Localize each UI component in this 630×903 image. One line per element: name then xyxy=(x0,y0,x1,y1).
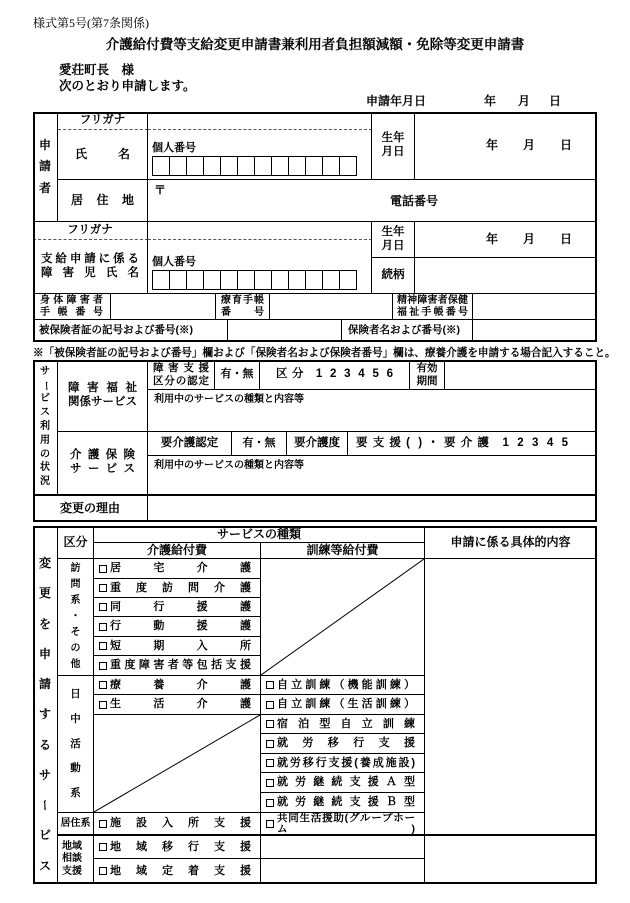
care-cert-label: 要介護認定 xyxy=(148,432,232,456)
service-row-chiiki-teichaku[interactable]: 地域定着支援 xyxy=(94,859,261,884)
digit-box[interactable] xyxy=(271,156,289,176)
digit-box[interactable] xyxy=(254,270,272,290)
child-name-label: 支給申請に係る 障害児氏名 xyxy=(33,240,148,294)
postal-mark: 〒 xyxy=(154,183,167,197)
checkbox-icon[interactable] xyxy=(99,623,107,631)
applicant-address-label: 居住地 xyxy=(58,180,148,222)
digit-box[interactable] xyxy=(220,156,238,176)
applicant-furigana-input[interactable] xyxy=(148,112,372,130)
phone-label: 電話番号 xyxy=(390,194,439,208)
applicant-birthdate-input[interactable] xyxy=(415,112,597,180)
applicant-furigana-label: フリガナ xyxy=(58,112,148,130)
relation-label: 続柄 xyxy=(372,258,415,294)
support-category-cert-label: 障害支援 区分の認定 xyxy=(148,360,215,390)
digit-box[interactable] xyxy=(339,270,357,290)
checkbox-icon[interactable] xyxy=(99,584,107,592)
detail-header: 申請に係る具体的内容 xyxy=(425,526,597,559)
checkbox-icon[interactable] xyxy=(99,843,107,851)
digit-box[interactable] xyxy=(152,156,170,176)
physical-handbook-input[interactable] xyxy=(111,294,216,320)
digit-box[interactable] xyxy=(322,156,340,176)
month-unit: 月 xyxy=(522,138,535,153)
care-benefit-header: 介護給付費 xyxy=(94,543,261,559)
insured-card-input[interactable] xyxy=(228,320,342,342)
physical-handbook-label: 身体障害者 手帳番号 xyxy=(33,294,111,320)
month-unit: 月 xyxy=(518,94,531,108)
digit-box[interactable] xyxy=(169,270,187,290)
child-birthdate-input[interactable] xyxy=(415,222,597,258)
support-cert-yes-no[interactable]: 有・無 xyxy=(215,360,260,390)
checkbox-icon[interactable] xyxy=(99,701,107,709)
year-unit: 年 xyxy=(484,94,497,108)
digit-box[interactable] xyxy=(237,156,255,176)
daytime-category-label: 日 中 活 動 系 xyxy=(58,676,94,813)
service-row-shisetsu-nyusho[interactable]: 施設入所支援 xyxy=(94,813,261,834)
service-row-seikatsu-kaigo[interactable]: 生活介護 xyxy=(94,695,261,715)
change-reason-label: 変更の理由 xyxy=(33,494,148,522)
addressee: 愛荘町長 様 xyxy=(59,63,135,77)
care-level-scale[interactable]: 要支援( )・要介護 1 2 3 4 5 xyxy=(348,432,597,456)
visiting-category-label: 訪 問 系 ・ そ の 他 xyxy=(58,559,94,676)
digit-box[interactable] xyxy=(203,270,221,290)
training-blank-cell[interactable] xyxy=(261,834,425,859)
service-row-jiritsu-seikatsu[interactable]: 自立訓練（生活訓練） xyxy=(261,695,425,715)
diagonal-line xyxy=(261,559,424,675)
month-unit: 月 xyxy=(522,232,535,247)
checkbox-icon[interactable] xyxy=(99,565,107,573)
day-unit: 日 xyxy=(559,232,572,247)
change-reason-input[interactable] xyxy=(148,494,597,522)
training-benefit-na-cell xyxy=(261,559,425,676)
care-insurance-label: 介護保険 サービス xyxy=(58,432,148,494)
checkbox-icon[interactable] xyxy=(99,662,107,670)
child-name-input[interactable] xyxy=(148,240,372,294)
services-change-table xyxy=(33,526,597,884)
child-furigana-input[interactable] xyxy=(148,222,372,240)
applicant-address-input[interactable] xyxy=(148,180,597,222)
digit-box[interactable] xyxy=(288,156,306,176)
training-blank-cell[interactable] xyxy=(261,859,425,884)
applicant-birthdate-label: 生年 月日 xyxy=(372,112,415,180)
relation-input[interactable] xyxy=(415,258,597,294)
service-row-shuro-iko-yosei[interactable]: 就労移行支援(養成施設) xyxy=(261,754,425,773)
service-row-kodo-engo[interactable]: 行動援護 xyxy=(94,617,261,637)
services-section-label: 変 更 を 申 請 す る サ ー ビ ス xyxy=(33,526,58,884)
application-date-label: 申請年月日 xyxy=(366,94,427,108)
year-unit: 年 xyxy=(485,232,498,247)
intro-text: 次のとおり申請します。 xyxy=(59,79,196,93)
service-row-hokatsu-shien[interactable]: 重度障害者等包括支援 xyxy=(94,656,261,676)
checkbox-icon[interactable] xyxy=(266,779,274,787)
validity-period-label: 有効 期間 xyxy=(410,360,445,390)
mental-handbook-label: 精神障害者保健 福祉手帳番号 xyxy=(393,294,473,320)
checkbox-icon[interactable] xyxy=(266,820,274,828)
form-number: 様式第5号(第7条関係) xyxy=(33,16,149,30)
digit-box[interactable] xyxy=(288,270,306,290)
personal-number-boxes[interactable] xyxy=(152,156,367,176)
personal-number-label: 個人番号 xyxy=(152,141,196,154)
digit-box[interactable] xyxy=(305,156,323,176)
residential-category-label: 居住系 xyxy=(58,813,94,834)
checkbox-icon[interactable] xyxy=(266,701,274,709)
service-row-doko-engo[interactable]: 同行援護 xyxy=(94,598,261,617)
care-cert-yes-no[interactable]: 有・無 xyxy=(232,432,287,456)
care-services-in-use[interactable]: 利用中のサービスの種類と内容等 xyxy=(148,456,597,494)
service-row-tanki-nyusho[interactable]: 短期入所 xyxy=(94,637,261,656)
service-status-section-label: サ ー ビ ス 利 用 の 状 況 xyxy=(33,360,58,494)
insurer-label: 保険者名および番号(※) xyxy=(342,320,473,342)
service-status-table xyxy=(33,360,597,522)
service-row-shuro-iko[interactable]: 就労移行支援 xyxy=(261,734,425,754)
checkbox-icon[interactable] xyxy=(99,642,107,650)
application-date-row xyxy=(0,92,630,108)
applicant-info-table xyxy=(33,112,597,342)
diagonal-line xyxy=(94,715,260,812)
digit-box[interactable] xyxy=(237,270,255,290)
checkbox-icon[interactable] xyxy=(266,740,274,748)
validity-period-input[interactable] xyxy=(445,360,597,390)
care-benefit-na-cell xyxy=(94,715,261,813)
applicant-name-input[interactable] xyxy=(148,130,372,180)
service-row-shuro-keizoku-a[interactable]: 就労継続支援Ａ型 xyxy=(261,773,425,793)
service-row-shuro-keizoku-b[interactable]: 就労継続支援Ｂ型 xyxy=(261,793,425,813)
digit-box[interactable] xyxy=(186,270,204,290)
detail-input-main[interactable] xyxy=(425,559,597,834)
digit-box[interactable] xyxy=(254,156,272,176)
applicant-section-label: 申 請 者 xyxy=(33,112,58,222)
service-row-chiiki-iko[interactable]: 地域移行支援 xyxy=(94,834,261,859)
checkbox-icon[interactable] xyxy=(266,681,274,689)
training-benefit-header: 訓練等給付費 xyxy=(261,543,425,559)
form-title: 介護給付費等支給変更申請書兼利用者負担額減額・免除等変更申請書 xyxy=(105,37,525,52)
detail-input-community[interactable] xyxy=(425,834,597,884)
digit-box[interactable] xyxy=(169,156,187,176)
digit-box[interactable] xyxy=(271,270,289,290)
child-furigana-label: フリガナ xyxy=(33,222,148,240)
support-category-scale[interactable]: 区分 1 2 3 4 5 6 xyxy=(260,360,410,390)
insurer-input[interactable] xyxy=(473,320,597,342)
checkbox-icon[interactable] xyxy=(99,867,107,875)
disability-services-in-use[interactable]: 利用中のサービスの種類と内容等 xyxy=(148,390,597,432)
checkbox-icon[interactable] xyxy=(99,603,107,611)
service-row-shukuhaku-jiritsu[interactable]: 宿泊型自立訓練 xyxy=(261,715,425,734)
day-unit: 日 xyxy=(559,138,572,153)
personal-number-boxes[interactable] xyxy=(152,270,367,290)
checkbox-icon[interactable] xyxy=(266,799,274,807)
insured-card-label: 被保険者証の記号および番号(※) xyxy=(33,320,228,342)
checkbox-icon[interactable] xyxy=(266,759,274,767)
service-row-ryoyo-kaigo[interactable]: 療養介護 xyxy=(94,676,261,695)
service-row-judo-homon-kaigo[interactable]: 重度訪問介護 xyxy=(94,579,261,598)
year-unit: 年 xyxy=(485,138,498,153)
digit-box[interactable] xyxy=(203,156,221,176)
asterisk-note: ※「被保険者証の記号および番号」欄および「保険者名および保険者番号」欄は、療養介護を申請する場合記入すること。 xyxy=(33,347,616,359)
child-birthdate-label: 生年 月日 xyxy=(372,222,415,258)
personal-number-label: 個人番号 xyxy=(152,255,196,268)
day-unit: 日 xyxy=(549,94,562,108)
applicant-name-label: 氏名 xyxy=(58,130,148,180)
disability-service-label: 障害福祉 関係サービス xyxy=(58,360,148,432)
category-header: 区分 xyxy=(58,526,94,559)
service-type-header: サービスの種類 xyxy=(94,526,425,543)
checkbox-icon[interactable] xyxy=(266,720,274,728)
digit-box[interactable] xyxy=(220,270,238,290)
service-row-kyodo-seikatsu[interactable]: 共同生活援助(グループホーム) xyxy=(261,813,425,834)
digit-box[interactable] xyxy=(186,156,204,176)
digit-box[interactable] xyxy=(305,270,323,290)
ryoiku-handbook-input[interactable] xyxy=(270,294,393,320)
service-row-jiritsu-kino[interactable]: 自立訓練（機能訓練） xyxy=(261,676,425,695)
checkbox-icon[interactable] xyxy=(99,820,107,828)
checkbox-icon[interactable] xyxy=(99,681,107,689)
digit-box[interactable] xyxy=(322,270,340,290)
digit-box[interactable] xyxy=(152,270,170,290)
digit-box[interactable] xyxy=(339,156,357,176)
service-row-kyotaku-kaigo[interactable]: 居宅介護 xyxy=(94,559,261,579)
mental-handbook-input[interactable] xyxy=(473,294,597,320)
care-level-label: 要介護度 xyxy=(287,432,348,456)
ryoiku-handbook-label: 療育手帳 番号 xyxy=(216,294,270,320)
community-category-label: 地域 相談 支援 xyxy=(58,834,94,884)
